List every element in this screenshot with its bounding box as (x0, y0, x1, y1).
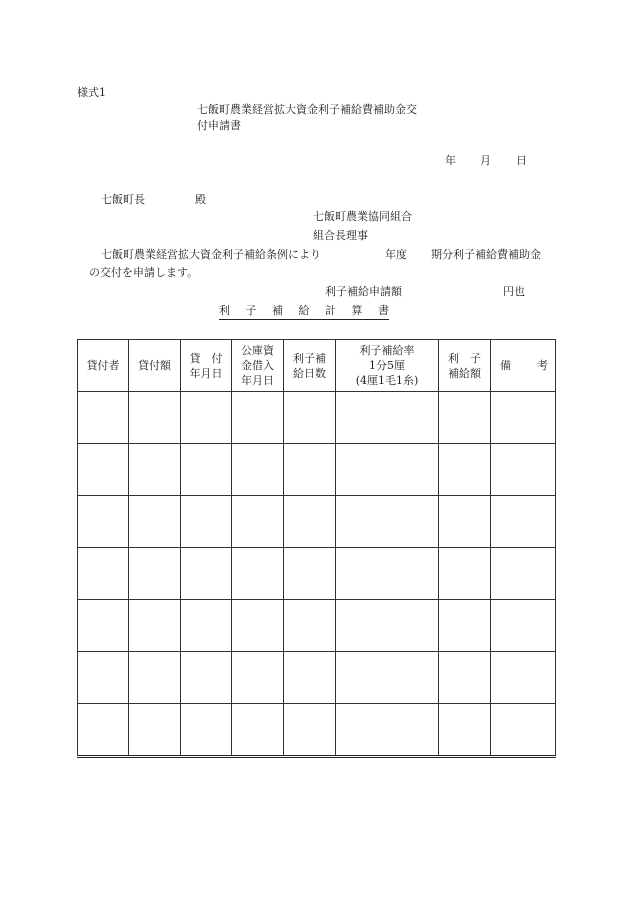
table-cell (284, 548, 336, 600)
table-cell (232, 600, 284, 652)
addressee: 七飯町長 (101, 193, 145, 206)
table-cell (336, 444, 439, 496)
form-title-line1: 七飯町農業経営拡大資金利子補給費補助金交 (197, 103, 417, 116)
date-day: 日 (516, 154, 527, 167)
col-header-loan-amount: 貸付額 (129, 340, 181, 392)
table-cell (78, 496, 129, 548)
table-cell (491, 548, 556, 600)
table-header-row (78, 340, 556, 392)
table-row (78, 444, 556, 496)
table-cell (129, 704, 181, 757)
table-cell (439, 548, 491, 600)
applicant-org: 七飯町農業協同組合 (313, 210, 412, 223)
table-cell (491, 704, 556, 757)
table-cell (232, 444, 284, 496)
table-cell (232, 548, 284, 600)
col-header-subsidy-days: 利子補 給日数 (284, 340, 336, 392)
table-cell (439, 652, 491, 704)
table-cell (491, 652, 556, 704)
table-cell (181, 444, 232, 496)
table-cell (129, 444, 181, 496)
table-cell (284, 704, 336, 757)
table-cell (232, 652, 284, 704)
table-cell (491, 600, 556, 652)
table-cell (232, 392, 284, 444)
calculation-table (77, 339, 556, 758)
table-cell (78, 652, 129, 704)
table-cell (181, 600, 232, 652)
body-text-part2: 年度 (385, 248, 407, 261)
table-cell (491, 444, 556, 496)
table-cell (78, 600, 129, 652)
table-cell (439, 392, 491, 444)
table-cell (336, 652, 439, 704)
form-title-line2: 付申請書 (197, 119, 241, 132)
remarks-header-right: 考 (537, 359, 548, 372)
table-cell (181, 496, 232, 548)
table-cell (78, 392, 129, 444)
body-text-line2: の交付を申請します。 (89, 266, 199, 279)
table-cell (439, 444, 491, 496)
table-cell (181, 392, 232, 444)
amount-unit: 円也 (503, 285, 525, 298)
body-text-part1: 七飯町農業経営拡大資金利子補給条例により (101, 248, 321, 261)
date-year: 年 (445, 154, 456, 167)
table-cell (284, 496, 336, 548)
table-cell (78, 444, 129, 496)
table-cell (129, 496, 181, 548)
remarks-header-left: 備 (500, 359, 511, 372)
table-cell (336, 392, 439, 444)
table-cell (491, 496, 556, 548)
table-cell (284, 444, 336, 496)
table-row (78, 548, 556, 600)
table-cell (181, 548, 232, 600)
col-header-subsidy-rate: 利子補給率 1分5厘 (4厘1毛1糸) (336, 340, 439, 392)
table-cell (181, 704, 232, 757)
table-cell (129, 652, 181, 704)
calc-sheet-title: 利 子 補 給 計 算 書 (219, 304, 389, 317)
table-cell (284, 652, 336, 704)
form-number: 様式1 (77, 86, 106, 99)
table-row (78, 652, 556, 704)
col-header-lender: 貸付者 (78, 340, 129, 392)
table-cell (232, 704, 284, 757)
table-row (78, 600, 556, 652)
table-cell (284, 392, 336, 444)
table-cell (232, 496, 284, 548)
table-cell (181, 652, 232, 704)
table-cell (336, 704, 439, 757)
col-header-remarks (491, 340, 556, 392)
body-text-part3: 期分利子補給費補助金 (431, 248, 541, 261)
applicant-title: 組合長理事 (313, 229, 368, 242)
table-row (78, 704, 556, 757)
table-cell (129, 548, 181, 600)
amount-label: 利子補給申請額 (325, 285, 402, 298)
honorific: 殿 (195, 193, 206, 206)
table-cell (491, 392, 556, 444)
table-cell (78, 704, 129, 757)
col-header-public-fund-date: 公庫資 金借入 年月日 (232, 340, 284, 392)
table-cell (336, 548, 439, 600)
table-row (78, 392, 556, 444)
table-cell (78, 548, 129, 600)
table-body (78, 392, 556, 757)
col-header-subsidy-amount: 利 子 補給額 (439, 340, 491, 392)
table-cell (129, 392, 181, 444)
table-cell (284, 600, 336, 652)
table-cell (129, 600, 181, 652)
table-cell (439, 600, 491, 652)
table-cell (439, 704, 491, 757)
table-cell (439, 496, 491, 548)
col-header-loan-date: 貸 付 年月日 (181, 340, 232, 392)
date-month: 月 (480, 154, 491, 167)
table-row (78, 496, 556, 548)
table-cell (336, 496, 439, 548)
table-cell (336, 600, 439, 652)
